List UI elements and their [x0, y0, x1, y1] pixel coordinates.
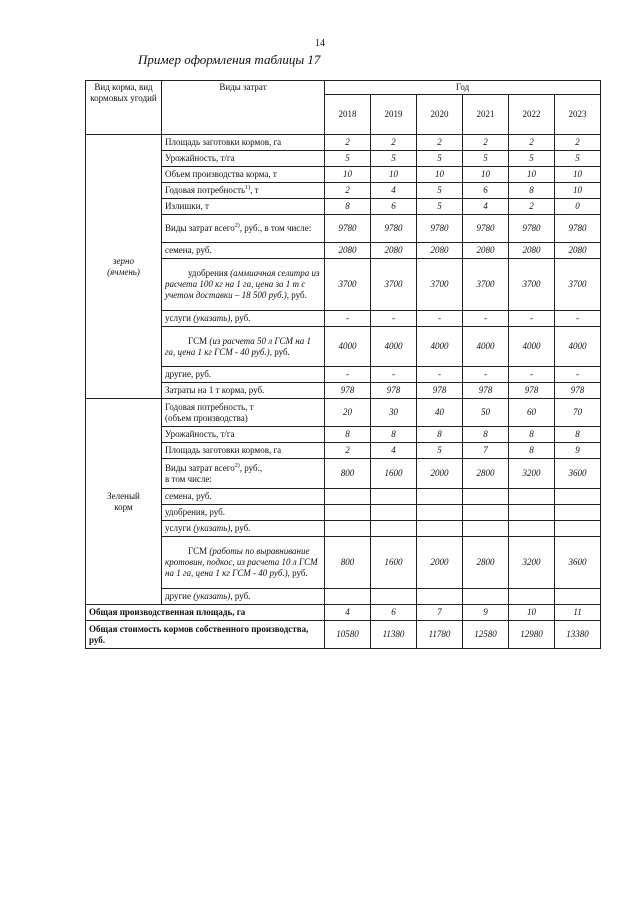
cell-value: 10 [509, 605, 555, 621]
cell-value: 10 [463, 167, 509, 183]
cell-value [325, 489, 371, 505]
cell-value: 5 [463, 151, 509, 167]
cell-value: 4000 [325, 327, 371, 367]
cell-value: 5 [417, 183, 463, 199]
cell-value: 2 [417, 135, 463, 151]
cell-value: - [371, 311, 417, 327]
cell-value: - [417, 367, 463, 383]
row-label: Годовая потребность$^{1)}$, т [162, 183, 325, 199]
cell-value: - [509, 311, 555, 327]
cell-value: 50 [463, 399, 509, 427]
year-header: 2018 [325, 95, 371, 135]
cell-value: 2800 [463, 537, 509, 589]
cell-value [555, 489, 601, 505]
cell-value: 11 [555, 605, 601, 621]
row-label: Годовая потребность, т (объем производства) [162, 399, 325, 427]
cell-value [463, 521, 509, 537]
cell-value [325, 589, 371, 605]
cell-value: 12580 [463, 621, 509, 649]
cell-value: 40 [417, 399, 463, 427]
cell-value: 978 [555, 383, 601, 399]
cell-value: 6 [371, 199, 417, 215]
year-header: 2020 [417, 95, 463, 135]
cell-value: - [325, 311, 371, 327]
row-label: Излишки, т [162, 199, 325, 215]
row-label: Площадь заготовки кормов, га [162, 443, 325, 459]
cell-value: 13380 [555, 621, 601, 649]
cell-value [463, 489, 509, 505]
row-label: Виды затрат всего$^{2)}$, руб., в том числе: [162, 459, 325, 489]
cell-value: 2080 [463, 243, 509, 259]
cell-value: 2080 [417, 243, 463, 259]
row-label: другие (указать), руб. [162, 589, 325, 605]
cell-value [555, 521, 601, 537]
row-label: Объем производства корма, т [162, 167, 325, 183]
cell-value: 978 [371, 383, 417, 399]
cell-value: 2 [325, 443, 371, 459]
cell-value: 1600 [371, 459, 417, 489]
cell-value: 4000 [371, 327, 417, 367]
row-label: другие, руб. [162, 367, 325, 383]
table-caption: Пример оформления таблицы 17 [138, 52, 321, 67]
cell-value: 9 [463, 605, 509, 621]
header-year: Год [325, 81, 601, 95]
cell-value: 9780 [325, 215, 371, 243]
cell-value: 2080 [555, 243, 601, 259]
cell-value: 10 [417, 167, 463, 183]
cell-value: 10 [555, 183, 601, 199]
cell-value: 9780 [463, 215, 509, 243]
cell-value: 5 [325, 151, 371, 167]
page-number: 14 [315, 38, 325, 49]
row-label: Площадь заготовки кормов, га [162, 135, 325, 151]
cell-value: 10 [371, 167, 417, 183]
cell-value [417, 489, 463, 505]
row-label: ГСМ (из расчета 50 л ГСМ на 1 га, цена 1 кг ГСМ - 40 руб.), руб. [162, 327, 325, 367]
cell-value: 3200 [509, 537, 555, 589]
cell-value: 4 [371, 443, 417, 459]
cell-value: 2080 [371, 243, 417, 259]
cell-value: 6 [463, 183, 509, 199]
cell-value: 7 [463, 443, 509, 459]
cell-value: 5 [417, 199, 463, 215]
cell-value: 9780 [555, 215, 601, 243]
cell-value: 978 [463, 383, 509, 399]
cell-value: - [555, 311, 601, 327]
cell-value: 8 [371, 427, 417, 443]
cell-value: 8 [325, 199, 371, 215]
cell-value: - [417, 311, 463, 327]
cell-value: 2080 [325, 243, 371, 259]
cell-value: 3600 [555, 459, 601, 489]
kind-green-feed: Зеленый корм [86, 399, 162, 605]
row-label: ГСМ (работы по выравнивание кротовин, подкос, из расчета 10 л ГСМ на 1 га, цена 1 кг ГСМ - 40 руб.), руб. [162, 537, 325, 589]
cell-value: 9 [555, 443, 601, 459]
cell-value: - [325, 367, 371, 383]
year-header: 2022 [509, 95, 555, 135]
cell-value: 11380 [371, 621, 417, 649]
cell-value: 8 [463, 427, 509, 443]
cell-value: - [509, 367, 555, 383]
cell-value: 11780 [417, 621, 463, 649]
cell-value: 2 [371, 135, 417, 151]
cell-value: 0 [555, 199, 601, 215]
header-kind: Вид корма, вид кормовых угодий [86, 81, 162, 135]
cell-value: - [555, 367, 601, 383]
year-header: 2021 [463, 95, 509, 135]
cell-value: 3700 [371, 259, 417, 311]
cell-value: 2 [555, 135, 601, 151]
cell-value: 8 [325, 427, 371, 443]
cell-value: 9780 [509, 215, 555, 243]
cell-value [509, 521, 555, 537]
cell-value: 2 [325, 135, 371, 151]
cell-value: 12980 [509, 621, 555, 649]
cell-value: 20 [325, 399, 371, 427]
cell-value [371, 589, 417, 605]
cell-value: 4 [325, 605, 371, 621]
year-header: 2023 [555, 95, 601, 135]
cell-value: 10 [555, 167, 601, 183]
cost-table [85, 80, 601, 649]
cell-value: 2000 [417, 459, 463, 489]
cell-value: 8 [509, 443, 555, 459]
cell-value: 30 [371, 399, 417, 427]
cell-value [417, 589, 463, 605]
cell-value: 9780 [417, 215, 463, 243]
cell-value: 2 [509, 135, 555, 151]
cell-value: 3700 [463, 259, 509, 311]
cell-value: 8 [555, 427, 601, 443]
cell-value: 3700 [325, 259, 371, 311]
total-cost-label: Общая стоимость кормов собственного производства, руб. [86, 621, 325, 649]
cell-value [371, 521, 417, 537]
cell-value [463, 589, 509, 605]
row-label: Урожайность, т/га [162, 151, 325, 167]
cell-value: 4000 [555, 327, 601, 367]
cell-value: 4 [371, 183, 417, 199]
cell-value: 9780 [371, 215, 417, 243]
cell-value: 4000 [509, 327, 555, 367]
cell-value: 3600 [555, 537, 601, 589]
cell-value: 70 [555, 399, 601, 427]
cell-value: - [371, 367, 417, 383]
cell-value: 978 [325, 383, 371, 399]
year-header: 2019 [371, 95, 417, 135]
cell-value: 3700 [555, 259, 601, 311]
cell-value: 4 [463, 199, 509, 215]
cell-value: 2 [325, 183, 371, 199]
cell-value: 3200 [509, 459, 555, 489]
cell-value [325, 521, 371, 537]
cell-value: 2080 [509, 243, 555, 259]
cell-value: 3700 [417, 259, 463, 311]
cell-value [509, 505, 555, 521]
cell-value: 978 [509, 383, 555, 399]
cell-value: 4000 [463, 327, 509, 367]
row-label: услуги (указать), руб. [162, 521, 325, 537]
cell-value: 978 [417, 383, 463, 399]
cell-value: 2800 [463, 459, 509, 489]
cell-value [371, 505, 417, 521]
cell-value: 2 [463, 135, 509, 151]
row-label: семена, руб. [162, 243, 325, 259]
cell-value: 5 [371, 151, 417, 167]
row-label: Урожайность, т/га [162, 427, 325, 443]
row-label: удобрения, руб. [162, 505, 325, 521]
cell-value: 6 [371, 605, 417, 621]
cell-value: 800 [325, 459, 371, 489]
cell-value: 1600 [371, 537, 417, 589]
cell-value: - [463, 311, 509, 327]
cell-value: 3700 [509, 259, 555, 311]
row-label: Виды затрат всего$^{2)}$, руб., в том числе: [162, 215, 325, 243]
cell-value [417, 505, 463, 521]
cell-value: 4000 [417, 327, 463, 367]
cell-value: 5 [555, 151, 601, 167]
row-label: удобрения (аммиачная селитра из расчета 100 кг на 1 га, цена за 1 т с учетом доставки – 18 500 руб.), руб. [162, 259, 325, 311]
row-label: услуги (указать), руб. [162, 311, 325, 327]
total-area-label: Общая производственная площадь, га [86, 605, 325, 621]
cell-value [555, 589, 601, 605]
cell-value [509, 589, 555, 605]
cell-value: 800 [325, 537, 371, 589]
cell-value: 5 [417, 443, 463, 459]
cell-value [509, 489, 555, 505]
cell-value: 2 [509, 199, 555, 215]
row-label: Затраты на 1 т корма, руб. [162, 383, 325, 399]
row-label: семена, руб. [162, 489, 325, 505]
cell-value: 10 [325, 167, 371, 183]
cell-value: 10580 [325, 621, 371, 649]
kind-grain: зерно (ячмень) [86, 135, 162, 399]
cell-value: 5 [417, 151, 463, 167]
cell-value [463, 505, 509, 521]
cell-value [417, 521, 463, 537]
cell-value [555, 505, 601, 521]
cell-value: 8 [417, 427, 463, 443]
cell-value: 8 [509, 427, 555, 443]
cell-value: 10 [509, 167, 555, 183]
cell-value: 60 [509, 399, 555, 427]
cell-value [371, 489, 417, 505]
cell-value [325, 505, 371, 521]
cell-value: 2000 [417, 537, 463, 589]
cell-value: 7 [417, 605, 463, 621]
cell-value: - [463, 367, 509, 383]
header-costs: Виды затрат [162, 81, 325, 135]
cell-value: 8 [509, 183, 555, 199]
cell-value: 5 [509, 151, 555, 167]
